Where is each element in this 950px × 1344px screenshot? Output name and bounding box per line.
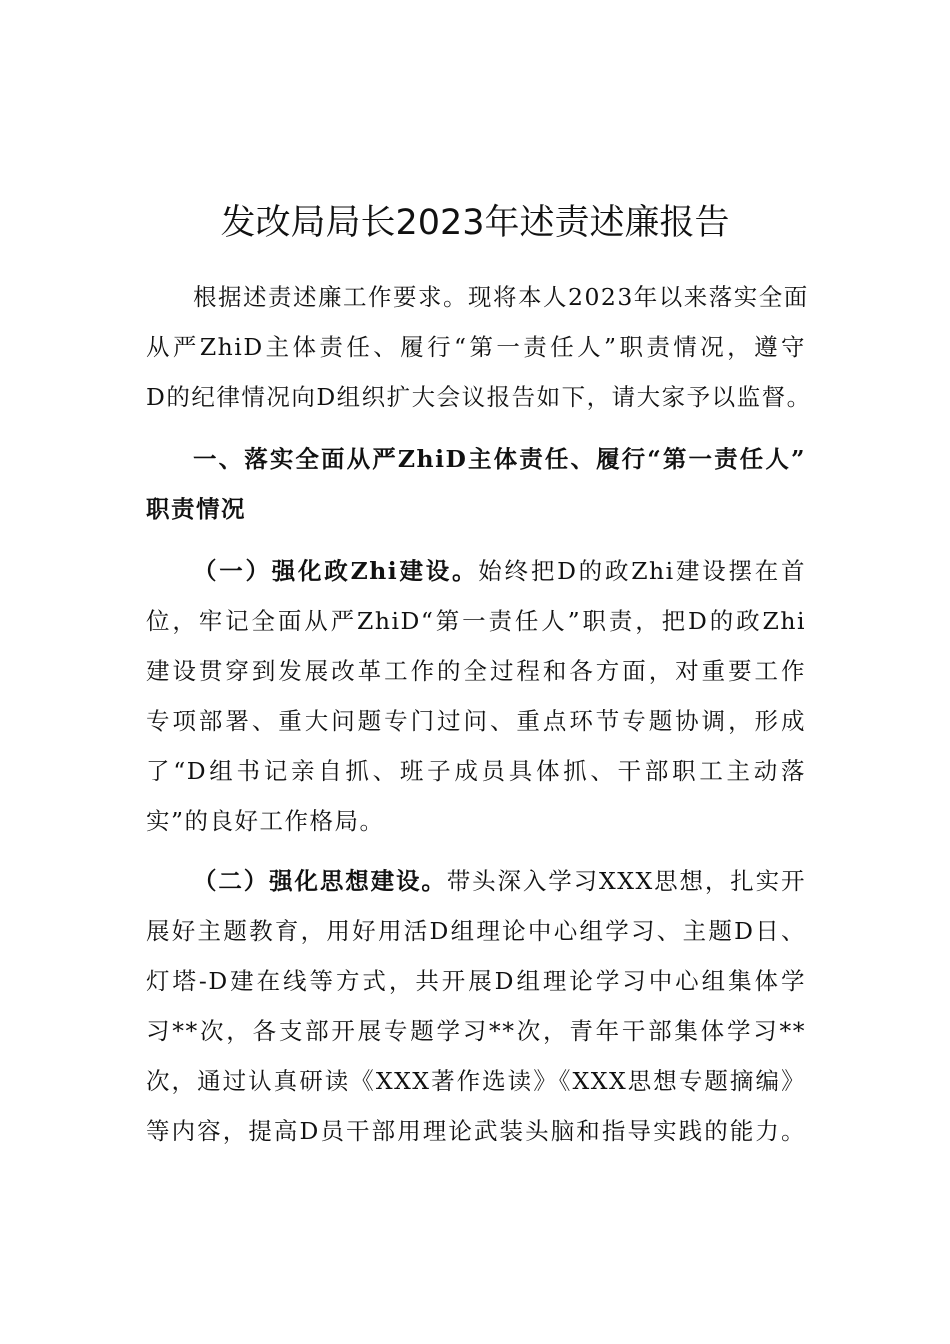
intro-paragraph <box>146 272 812 422</box>
item-2-first-line-rest: 带头深入学习XXX思想，扎实开 <box>446 867 806 895</box>
item-2-lead: （二）强化思想建设。 <box>193 867 447 895</box>
intro-line-2: 从严ZhiD主体责任、履行“第一责任人”职责情况，遵守 <box>146 333 806 361</box>
item-1-lead: （一）强化政Zhi建设。 <box>193 557 479 585</box>
document-title: 发改局局长2023年述责述廉报告 <box>220 203 730 243</box>
item-1-line-6: 实”的良好工作格局。 <box>146 807 385 835</box>
item-2-paragraph <box>146 856 806 1156</box>
item-2-line-5: 次，通过认真研读《XXX著作选读》《XXX思想专题摘编》 <box>146 1067 806 1095</box>
item-2-line-4: 习**次，各支部开展专题学习**次，青年干部集体学习** <box>146 1017 806 1045</box>
item-1-line-4: 专项部署、重大问题专门过问、重点环节专题协调，形成 <box>146 707 806 735</box>
item-1-first-line-rest: 始终把D的政Zhi建设摆在首 <box>478 557 806 585</box>
item-2-first-line <box>146 856 806 906</box>
section-heading-line-1: 一、落实全面从严ZhiD主体责任、履行“第一责任人” <box>193 445 806 473</box>
section-heading-line-2: 职责情况 <box>146 495 246 523</box>
item-1-paragraph <box>146 546 806 846</box>
intro-line-1: 根据述责述廉工作要求。现将本人2023年以来落实全面 <box>193 283 809 311</box>
item-1-first-line <box>146 546 806 596</box>
item-2-line-2: 展好主题教育，用好用活D组理论中心组学习、主题D日、 <box>146 917 806 945</box>
intro-line-3: D的纪律情况向D组织扩大会议报告如下，请大家予以监督。 <box>146 383 812 411</box>
item-1-line-2: 位，牢记全面从严ZhiD“第一责任人”职责，把D的政Zhi <box>146 607 806 635</box>
item-1-line-5: 了“D组书记亲自抓、班子成员具体抓、干部职工主动落 <box>146 757 806 785</box>
item-2-line-3: 灯塔-D建在线等方式，共开展D组理论学习中心组集体学 <box>146 967 806 995</box>
section-heading-1 <box>146 434 806 534</box>
item-1-line-3: 建设贯穿到发展改革工作的全过程和各方面，对重要工作 <box>146 657 806 685</box>
item-2-line-6: 等内容，提高D员干部用理论武装头脑和指导实践的能力。 <box>146 1117 806 1145</box>
